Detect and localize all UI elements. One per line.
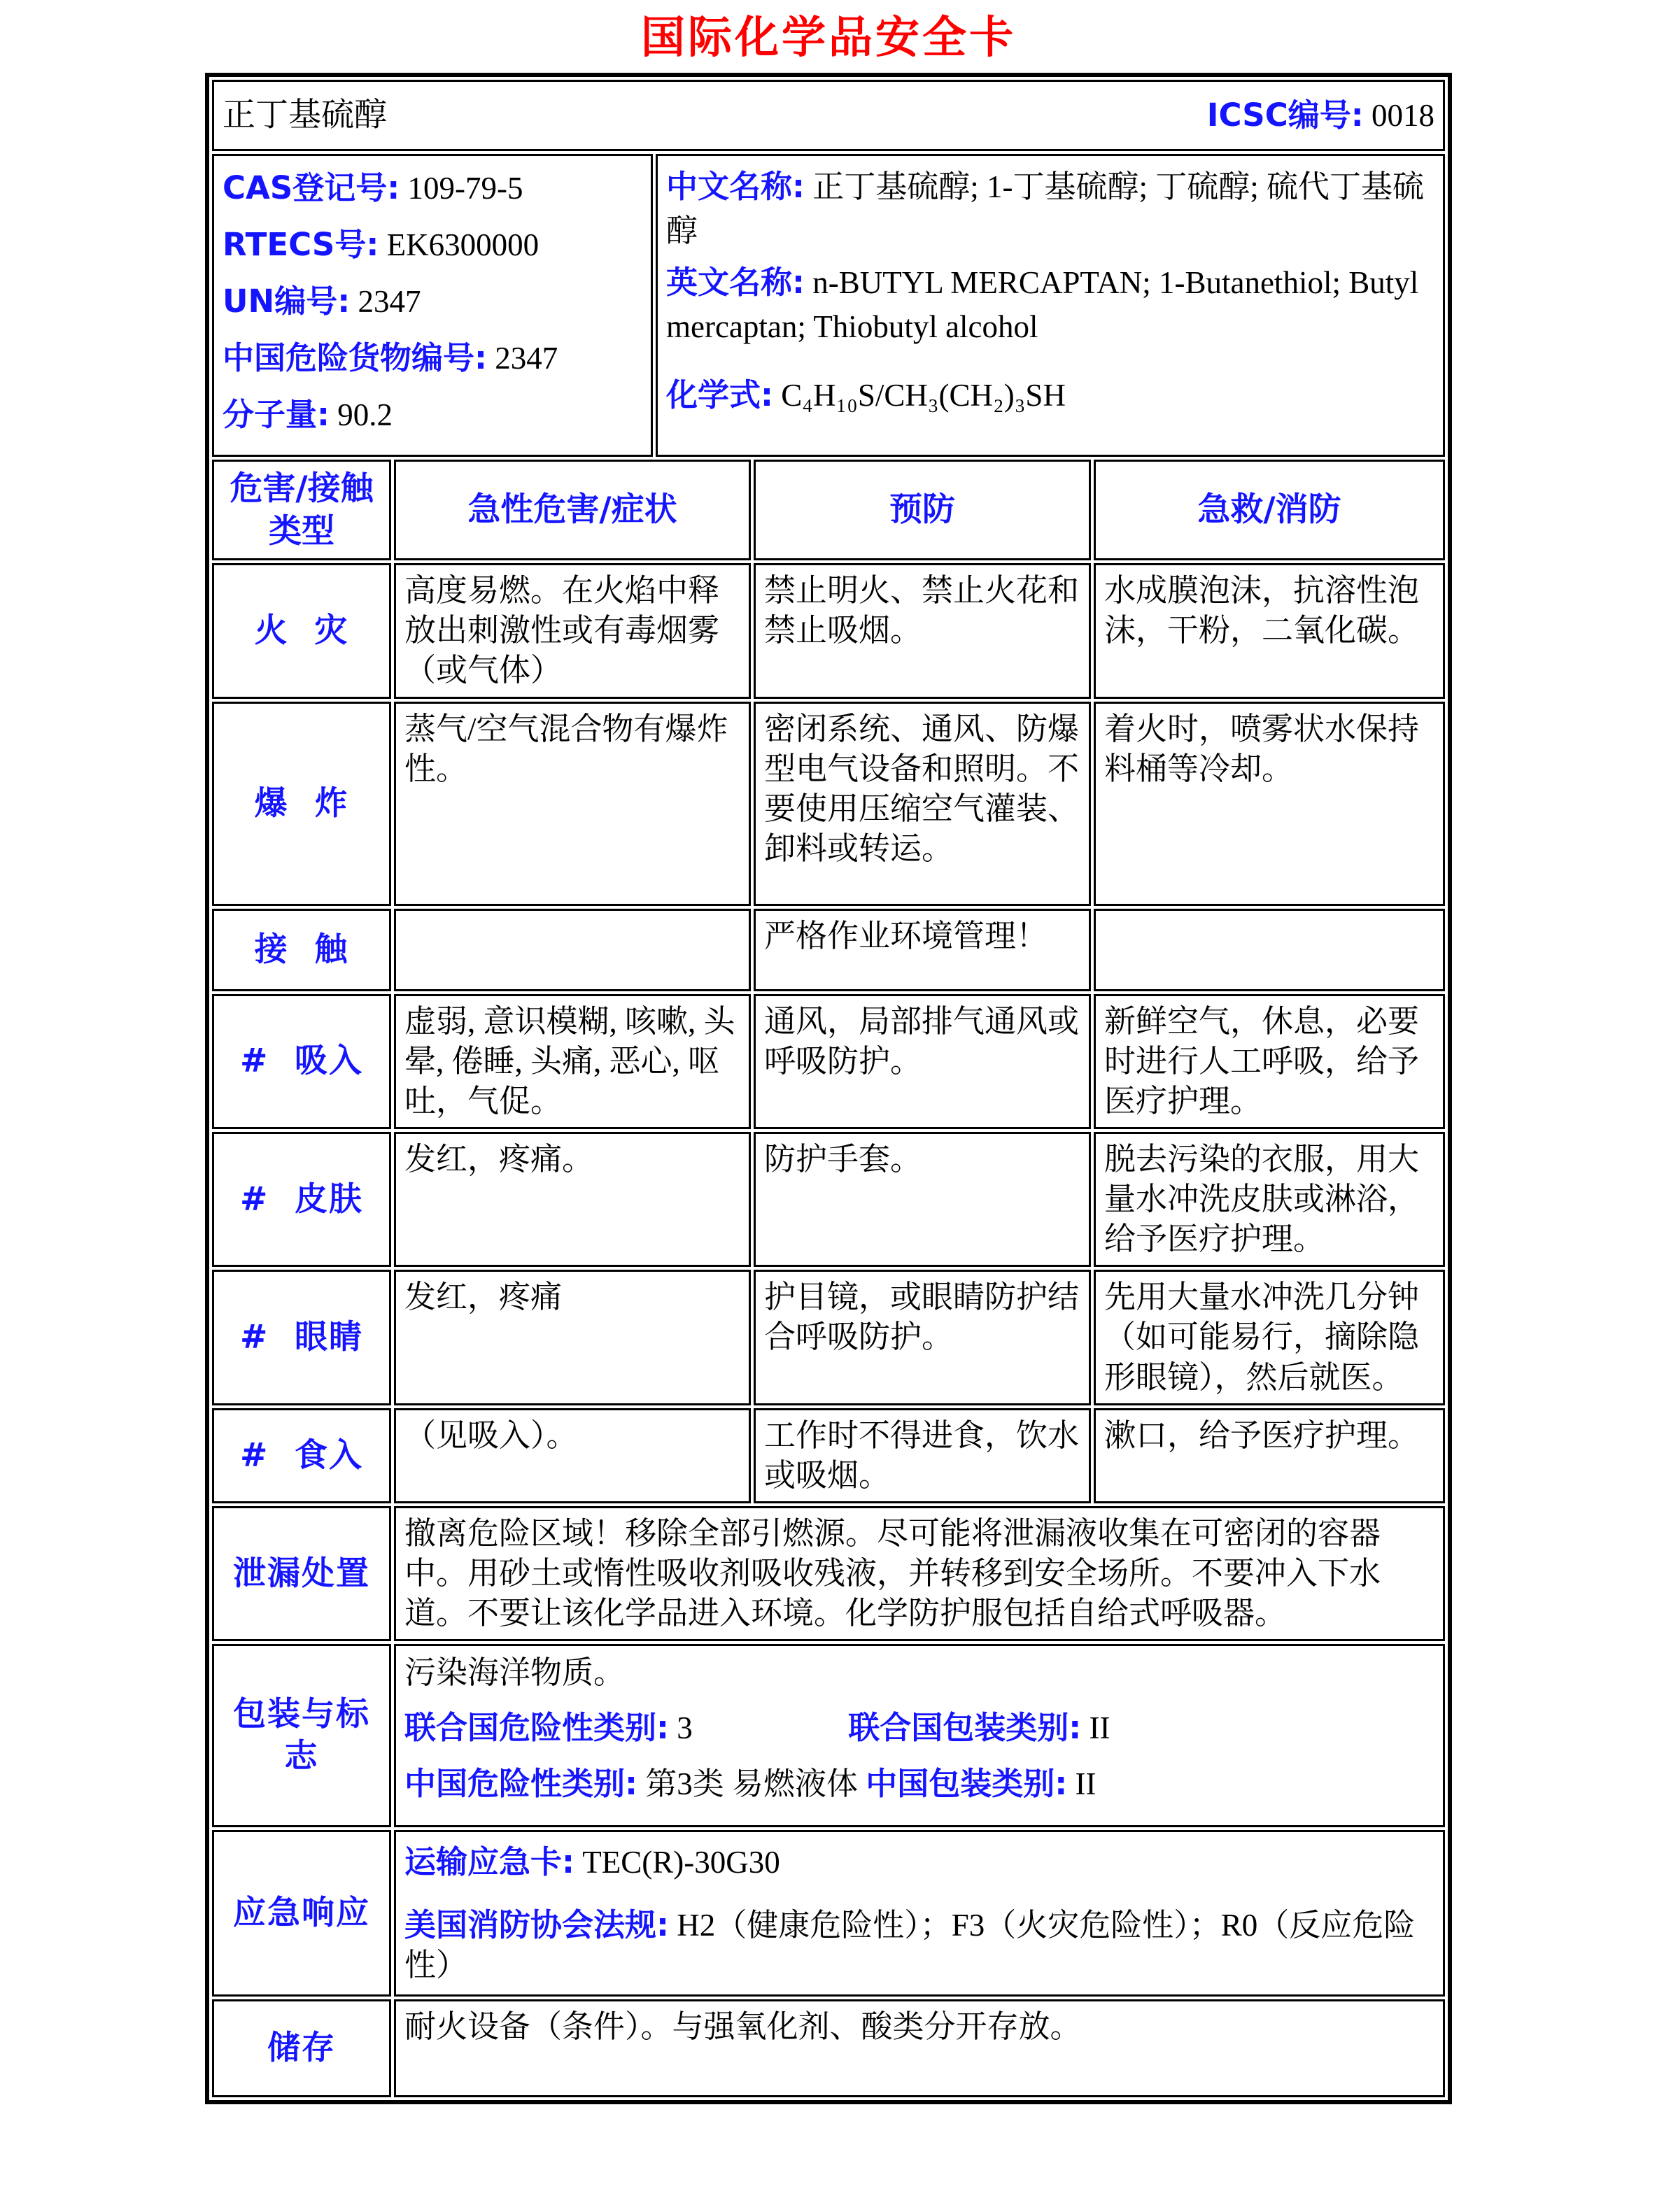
storage-text: 耐火设备（条件）。与强氧化剂、酸类分开存放。 <box>394 1999 1445 2097</box>
icsc-value: 0018 <box>1372 98 1434 134</box>
emergency-response-row <box>212 1830 1445 1997</box>
mw-line <box>223 392 642 438</box>
un-pack-value: II <box>1089 1710 1110 1745</box>
packaging-content <box>394 1644 1445 1827</box>
un-line <box>223 279 642 325</box>
cn-class-label: 中国危险性类别: <box>404 1764 637 1802</box>
hazard-row-skin <box>212 1132 1445 1267</box>
tec-card-label: 运输应急卡: <box>404 1843 574 1880</box>
eyes-symptoms: 发红，疼痛 <box>394 1270 751 1405</box>
packaging-label: 包装与标志 <box>233 1695 370 1776</box>
spill-label: 泄漏处置 <box>233 1554 370 1593</box>
fire-symptoms: 高度易燃。在火焰中释放出刺激性或有毒烟雾（或气体） <box>394 563 751 698</box>
en-name-line <box>666 260 1434 349</box>
emergency-label-cell <box>212 1830 391 1997</box>
hazard-row-ingestion <box>212 1408 1445 1503</box>
cn-dg-label: 中国危险货物编号: <box>223 339 487 377</box>
un-label: UN编号: <box>223 283 351 320</box>
substance-name: 正丁基硫醇 <box>223 97 387 134</box>
mw-value: 90.2 <box>337 397 393 432</box>
zh-name-value: 正丁基硫醇; 1-丁基硫醇; 丁硫醇; 硫代丁基硫醇 <box>666 169 1424 249</box>
eyes-response: 先用大量水冲洗几分钟（如可能易行，摘除隐形眼镜），然后就医。 <box>1094 1270 1445 1405</box>
safety-card-table <box>205 73 1452 2104</box>
ingestion-prevention: 工作时不得进食，饮水或吸烟。 <box>754 1408 1091 1503</box>
registry-numbers-cell <box>212 154 653 456</box>
skin-type-label: # 皮肤 <box>239 1179 364 1219</box>
header-first-aid-label: 急救/消防 <box>1197 490 1341 530</box>
header-first-aid <box>1094 460 1445 560</box>
formula-line <box>666 373 1434 418</box>
names-cell <box>656 154 1445 456</box>
hazard-row-exposure <box>212 909 1445 991</box>
zh-name-label: 中文名称: <box>666 168 805 206</box>
fire-prevention: 禁止明火、禁止火花和禁止吸烟。 <box>754 563 1091 698</box>
exposure-type-cell <box>212 909 391 991</box>
storage-row <box>212 1999 1445 2097</box>
nfpa-value: H2（健康危险性）；F3（火灾危险性）；R0（反应危险性） <box>404 1908 1416 1983</box>
rtecs-value: EK6300000 <box>386 227 540 263</box>
header-symptoms-label: 急性危害/症状 <box>467 490 677 530</box>
header-hazard-type-line1: 危害/接触 <box>230 469 374 508</box>
cn-pack-label: 中国包装类别: <box>866 1764 1068 1802</box>
header-symptoms <box>394 460 751 560</box>
formula-label: 化学式: <box>666 376 773 414</box>
fire-response: 水成膜泡沫，抗溶性泡沫，干粉，二氧化碳。 <box>1094 563 1445 698</box>
title-row <box>212 80 1445 151</box>
eyes-prevention: 护目镜，或眼睛防护结合呼吸防护。 <box>754 1270 1091 1405</box>
cn-classification-line <box>404 1764 1434 1804</box>
inhalation-type-label: # 吸入 <box>239 1042 364 1081</box>
explosion-prevention: 密闭系统、通风、防爆型电气设备和照明。不要使用压缩空气灌装、卸料或转运。 <box>754 702 1091 906</box>
ingestion-type-cell <box>212 1408 391 1503</box>
explosion-response: 着火时，喷雾状水保持料桶等冷却。 <box>1094 702 1445 906</box>
header-hazard-type-line2: 类型 <box>269 511 334 551</box>
rtecs-line <box>223 222 642 268</box>
cas-value: 109-79-5 <box>407 171 523 206</box>
table-header-row <box>212 460 1445 560</box>
eyes-type-label: # 眼睛 <box>239 1318 364 1357</box>
packaging-label-cell <box>212 1644 391 1827</box>
exposure-symptoms <box>394 909 751 991</box>
fire-type-label: 火 灾 <box>254 611 349 650</box>
un-class-value: 3 <box>677 1710 693 1745</box>
identifiers-row <box>212 154 1445 456</box>
storage-label: 储存 <box>267 2029 336 2068</box>
spill-disposal-row <box>212 1506 1445 1641</box>
un-classification-line <box>404 1708 1434 1748</box>
nfpa-line <box>404 1905 1434 1985</box>
cn-pack-value: II <box>1075 1766 1097 1801</box>
un-class-label: 联合国危险性类别: <box>404 1708 669 1746</box>
page-title: 国际化学品安全卡 <box>641 12 1016 63</box>
nfpa-label: 美国消防协会法规: <box>404 1906 669 1944</box>
en-name-label: 英文名称: <box>666 264 805 302</box>
zh-name-line <box>666 164 1434 253</box>
ingestion-symptoms: （见吸入）。 <box>394 1408 751 1503</box>
exposure-prevention: 严格作业环境管理！ <box>754 909 1091 991</box>
rtecs-label: RTECS号: <box>223 226 379 264</box>
packaging-row <box>212 1644 1445 1827</box>
inhalation-type-cell <box>212 994 391 1129</box>
tec-card-line <box>404 1842 1434 1883</box>
inhalation-response: 新鲜空气，休息，必要时进行人工呼吸，给予医疗护理。 <box>1094 994 1445 1129</box>
skin-type-cell <box>212 1132 391 1267</box>
spill-text: 撤离危险区域！移除全部引燃源。尽可能将泄漏液收集在可密闭的容器中。用砂土或惰性吸收剂吸收残液，并转移到安全场所。不要冲入下水道。不要让该化学品进入环境。化学防护服包括自给式呼吸器。 <box>394 1506 1445 1641</box>
exposure-response <box>1094 909 1445 991</box>
explosion-type-cell <box>212 702 391 906</box>
un-pack-label: 联合国包装类别: <box>848 1708 1082 1746</box>
un-value: 2347 <box>358 284 421 320</box>
cas-label: CAS登记号: <box>223 169 400 207</box>
hazard-row-inhalation <box>212 994 1445 1129</box>
cn-class-value: 第3类 易燃液体 <box>645 1766 859 1801</box>
skin-symptoms: 发红，疼痛。 <box>394 1132 751 1267</box>
explosion-symptoms: 蒸气/空气混合物有爆炸性。 <box>394 702 751 906</box>
formula-value: C₄H₁₀S/CH₃(CH₂)₃SH <box>781 378 1066 413</box>
spill-label-cell <box>212 1506 391 1641</box>
marine-pollutant-note: 污染海洋物质。 <box>404 1655 626 1691</box>
icsc-number <box>1207 95 1434 136</box>
mw-label: 分子量: <box>223 396 330 433</box>
hazard-row-fire <box>212 563 1445 698</box>
fire-type-cell <box>212 563 391 698</box>
hazard-row-eyes <box>212 1270 1445 1405</box>
hazard-row-explosion <box>212 702 1445 906</box>
cn-dg-line <box>223 336 642 381</box>
skin-response: 脱去污染的衣服，用大量水冲洗皮肤或淋浴，给予医疗护理。 <box>1094 1132 1445 1267</box>
ingestion-type-label: # 食入 <box>239 1436 364 1475</box>
inhalation-prevention: 通风，局部排气通风或呼吸防护。 <box>754 994 1091 1129</box>
tec-card-value: TEC(R)-30G30 <box>582 1844 780 1880</box>
en-name-value: n-BUTYL MERCAPTAN; 1-Butanethiol; Butyl mercaptan; Thiobutyl alcohol <box>666 265 1419 345</box>
cas-line <box>223 166 642 211</box>
exposure-type-label: 接 触 <box>254 930 349 969</box>
emergency-label: 应急响应 <box>233 1894 370 1933</box>
header-prevention <box>754 460 1091 560</box>
substance-header-cell <box>212 80 1445 151</box>
header-prevention-label: 预防 <box>889 490 955 530</box>
ingestion-response: 漱口，给予医疗护理。 <box>1094 1408 1445 1503</box>
inhalation-symptoms: 虚弱, 意识模糊, 咳嗽, 头晕, 倦睡, 头痛, 恶心, 呕吐，气促。 <box>394 994 751 1129</box>
header-hazard-type <box>212 460 391 560</box>
cn-dg-value: 2347 <box>495 341 558 376</box>
storage-label-cell <box>212 1999 391 2097</box>
skin-prevention: 防护手套。 <box>754 1132 1091 1267</box>
icsc-label: ICSC编号: <box>1206 97 1364 134</box>
eyes-type-cell <box>212 1270 391 1405</box>
emergency-content <box>394 1830 1445 1997</box>
explosion-type-label: 爆 炸 <box>254 784 349 823</box>
